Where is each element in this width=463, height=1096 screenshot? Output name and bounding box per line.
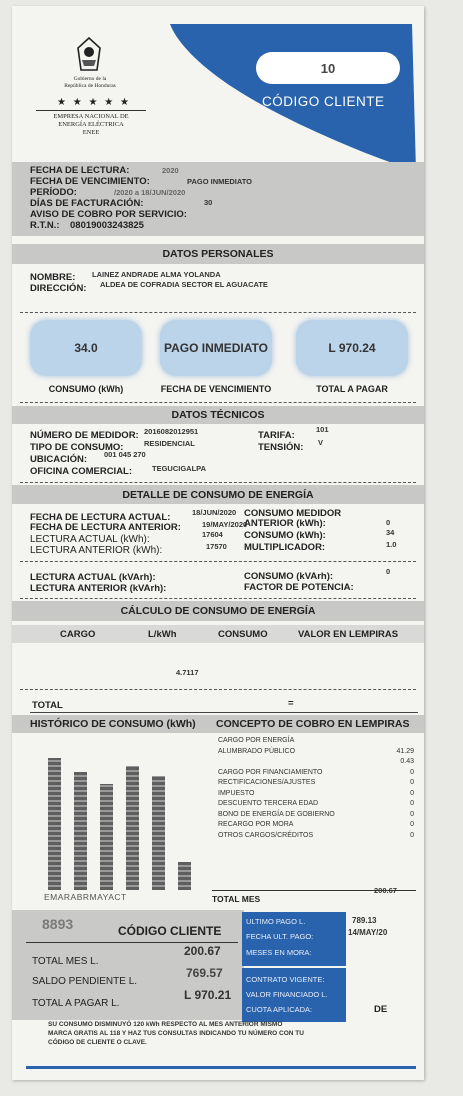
history-bar xyxy=(152,776,165,890)
kvarh-consumption-label: CONSUMO (kVArh): xyxy=(244,571,334,582)
stars-rule xyxy=(36,110,146,111)
meter-consumption-line2: ANTERIOR (kWh): xyxy=(244,518,326,529)
tariff-label: TARIFA: xyxy=(258,430,295,441)
address-label: DIRECCIÓN: xyxy=(30,283,87,294)
history-bar xyxy=(178,862,191,890)
bottom-code-rule xyxy=(26,942,238,943)
government-name xyxy=(40,76,140,90)
concept-row xyxy=(218,831,414,842)
history-bar xyxy=(48,758,61,890)
total-value: L 970.24 xyxy=(328,341,376,355)
client-code-box xyxy=(256,52,400,84)
company-line-1: EMPRESA NACIONAL DE xyxy=(53,113,129,120)
last-payment-value: 789.13 xyxy=(352,916,377,925)
multiplier-label: MULTIPLICADOR: xyxy=(244,542,326,553)
invoice-sheet xyxy=(12,6,424,1080)
address-value: ALDEA DE COFRADIA SECTOR EL AGUACATE xyxy=(100,280,268,289)
divider xyxy=(20,561,416,562)
total-caption: TOTAL A PAGAR xyxy=(316,384,388,394)
applied-installment-label: CUOTA APLICADA: xyxy=(246,1005,313,1014)
history-bar xyxy=(74,772,87,890)
technical-data-title: DATOS TÉCNICOS xyxy=(171,409,265,421)
company-logo xyxy=(76,36,102,74)
side-text: DE xyxy=(374,1004,388,1015)
previous-reading-kwh-value: 17570 xyxy=(206,542,227,551)
concept-row xyxy=(218,747,414,758)
pending-balance-label: SALDO PENDIENTE L. xyxy=(32,976,138,987)
footer-line-2: MARCA GRATIS AL 118 Y HAZ TUS CONSULTAS INDICANDO TU NÚMERO CON TU xyxy=(48,1030,304,1037)
footer-line-1: SU CONSUMO DISMINUYÓ 120 kWh RESPECTO AL MES ANTERIOR MISMO xyxy=(48,1021,283,1028)
kwh-consumption-value: 34 xyxy=(386,528,395,537)
concept-value: 0 xyxy=(410,810,414,818)
history-bar xyxy=(126,766,139,890)
concept-row xyxy=(218,757,414,768)
billing-days-label: DÍAS DE FACTURACIÓN: xyxy=(30,198,144,209)
history-chart xyxy=(34,740,208,890)
period-label: PERÍODO: xyxy=(30,187,77,198)
divider xyxy=(20,689,416,690)
concept-row xyxy=(218,789,414,800)
tariff-value: 101 xyxy=(316,425,329,434)
concept-label: OTROS CARGOS/CRÉDITOS xyxy=(218,831,314,839)
kvarh-consumption-value: 0 xyxy=(386,567,391,576)
previous-reading-kwh-label: LECTURA ANTERIOR (kWh): xyxy=(30,545,163,556)
column-valor: VALOR EN LEMPIRAS xyxy=(298,629,399,640)
due-pill xyxy=(160,320,272,376)
last-payment-date-value: 14/MAY/20 xyxy=(348,928,388,937)
concept-label: IMPUESTO xyxy=(218,789,255,797)
divider xyxy=(20,402,416,403)
office-label: OFICINA COMERCIAL: xyxy=(30,466,133,477)
concept-value: 41.29 xyxy=(396,747,414,755)
concept-label: CARGO POR FINANCIAMIENTO xyxy=(218,768,323,776)
company-line-2: ENERGÍA ELÉCTRICA xyxy=(58,121,124,128)
company-name xyxy=(32,113,150,137)
history-bar xyxy=(100,784,113,890)
meter-number-label: NÚMERO DE MEDIDOR: xyxy=(30,430,139,441)
months-overdue-label: MESES EN MORA: xyxy=(246,948,312,957)
concept-label: BONO DE ENERGÍA DE GOBIERNO xyxy=(218,810,335,818)
current-reading-date-value: 18/JUN/2020 xyxy=(192,508,237,517)
stars: ★ ★ ★ ★ ★ xyxy=(57,97,131,108)
calculation-title: CÁLCULO DE CONSUMO DE ENERGÍA xyxy=(120,605,316,617)
total-pill xyxy=(296,320,408,376)
total-to-pay-label: TOTAL A PAGAR L. xyxy=(32,998,120,1009)
consumption-caption: CONSUMO (kWh) xyxy=(48,384,124,394)
concept-value: 0.43 xyxy=(400,758,414,765)
location-label: UBICACIÓN: xyxy=(30,454,87,465)
consumption-pill xyxy=(30,320,142,376)
multiplier-value: 1.0 xyxy=(386,540,397,549)
bottom-client-code: 8893 xyxy=(42,916,74,932)
period-value: /2020 a 18/JUN/2020 xyxy=(114,188,186,197)
name-label: NOMBRE: xyxy=(30,272,76,283)
government-line-1: Gobierno de la xyxy=(73,76,107,82)
concept-label: DESCUENTO TERCERA EDAD xyxy=(218,800,319,807)
due-date-label: FECHA DE VENCIMIENTO: xyxy=(30,176,150,187)
concept-row xyxy=(218,810,414,821)
personal-data-title: DATOS PERSONALES xyxy=(162,248,274,260)
current-reading-kwh-value: 17604 xyxy=(202,530,223,539)
calc-row-value: 4.7117 xyxy=(176,668,199,677)
current-reading-date-label: FECHA DE LECTURA ACTUAL: xyxy=(30,512,171,523)
due-caption: FECHA DE VENCIMIENTO xyxy=(160,384,272,394)
concept-value: 0 xyxy=(410,831,414,839)
concept-row xyxy=(218,736,414,747)
meter-consumption-value: 0 xyxy=(386,518,391,527)
financed-value-label: VALOR FINANCIADO L. xyxy=(246,990,328,999)
history-title: HISTÓRICO DE CONSUMO (kWh) xyxy=(30,718,196,730)
footer-message xyxy=(48,1020,408,1047)
bottom-client-code-title: CÓDIGO CLIENTE xyxy=(118,924,222,938)
concept-list xyxy=(218,736,414,841)
current-reading-kwh-label: LECTURA ACTUAL (kWh): xyxy=(30,534,150,545)
billing-days-value: 30 xyxy=(204,198,213,207)
company-line-3: ENEE xyxy=(82,129,100,136)
rtn-label: R.T.N.: xyxy=(30,220,60,231)
concept-label: CARGO POR ENERGÍA xyxy=(218,737,295,744)
consumption-detail-title: DETALLE DE CONSUMO DE ENERGÍA xyxy=(122,489,314,501)
divider xyxy=(20,482,416,483)
consumption-type-value: RESIDENCIAL xyxy=(144,439,195,448)
concept-row xyxy=(218,768,414,779)
due-value: PAGO INMEDIATO xyxy=(163,341,268,355)
last-payment-date-label: FECHA ULT. PAGO: xyxy=(246,932,314,941)
office-value: TEGUCIGALPA xyxy=(152,464,207,473)
total-row-rule xyxy=(30,712,418,713)
previous-reading-date-label: FECHA DE LECTURA ANTERIOR: xyxy=(30,522,181,533)
power-factor-label: FACTOR DE POTENCIA: xyxy=(244,582,354,593)
kwh-consumption-label: CONSUMO (kWh): xyxy=(244,530,326,541)
column-cargo: CARGO xyxy=(60,629,96,640)
concept-row xyxy=(218,778,414,789)
concept-value: 0 xyxy=(410,800,414,807)
consumption-type-label: TIPO DE CONSUMO: xyxy=(30,442,124,453)
column-consumo: CONSUMO xyxy=(218,629,268,640)
footer-blue-rule xyxy=(26,1066,416,1069)
meter-consumption-label xyxy=(244,509,341,529)
divider xyxy=(20,598,416,599)
client-code-title: CÓDIGO CLIENTE xyxy=(262,94,385,109)
location-value: 001 045 270 xyxy=(104,450,146,459)
rtn-value: 08019003243825 xyxy=(70,220,144,231)
government-line-2: República de Honduras xyxy=(64,83,116,89)
total-row-sign: = xyxy=(288,698,294,709)
column-lkwh: L/kWh xyxy=(148,629,177,640)
current-reading-kvarh-label: LECTURA ACTUAL (kVArh): xyxy=(30,572,156,583)
contract-info-box xyxy=(242,968,346,1022)
name-value: LAINEZ ANDRADE ALMA YOLANDA xyxy=(92,270,221,279)
voltage-label: TENSIÓN: xyxy=(258,442,304,453)
concept-value: 0 xyxy=(410,821,414,828)
concept-value: 0 xyxy=(410,789,414,797)
history-months: EMARABRMAYACT xyxy=(44,892,127,902)
total-row-label: TOTAL xyxy=(32,700,63,711)
due-date-value: PAGO INMEDIATO xyxy=(187,177,253,186)
total-month-label: TOTAL MES L. xyxy=(32,956,99,967)
total-mes-value: 200.67 xyxy=(374,886,397,895)
divider xyxy=(20,312,416,313)
footer-line-3: CÓDIGO DE CLIENTE O CLAVE. xyxy=(48,1039,147,1046)
total-mes-label: TOTAL MES xyxy=(212,894,261,904)
concept-title: CONCEPTO DE COBRO EN LEMPIRAS xyxy=(216,718,410,730)
previous-reading-kvarh-label: LECTURA ANTERIOR (kVArh): xyxy=(30,583,167,594)
billing-notice-label: AVISO DE COBRO POR SERVICIO: xyxy=(30,209,187,220)
meter-number-value: 2016082012951 xyxy=(144,427,199,436)
reading-date-value: 2020 xyxy=(162,166,179,175)
voltage-value: V xyxy=(318,438,324,447)
concept-label: RECTIFICACIONES/AJUSTES xyxy=(218,779,316,786)
concept-value: 0 xyxy=(410,779,414,786)
client-code-value: 10 xyxy=(320,60,336,76)
concept-row xyxy=(218,799,414,810)
reading-date-label: FECHA DE LECTURA: xyxy=(30,165,130,176)
contract-label: CONTRATO VIGENTE: xyxy=(246,975,325,984)
total-month-value: 200.67 xyxy=(184,944,221,958)
consumption-value: 34.0 xyxy=(74,341,98,355)
pending-balance-value: 769.57 xyxy=(186,966,223,980)
total-to-pay-value: L 970.21 xyxy=(184,988,232,1002)
payment-info-box xyxy=(242,912,346,966)
concept-label: RECARGO POR MORA xyxy=(218,821,294,828)
concept-value: 0 xyxy=(410,768,414,776)
last-payment-label: ULTIMO PAGO L. xyxy=(246,917,306,926)
concept-row xyxy=(218,820,414,831)
previous-reading-date-value: 19/MAY/2020 xyxy=(202,520,248,529)
concept-label: ALUMBRADO PÚBLICO xyxy=(218,747,296,755)
meter-consumption-line1: CONSUMO MEDIDOR xyxy=(244,508,342,519)
